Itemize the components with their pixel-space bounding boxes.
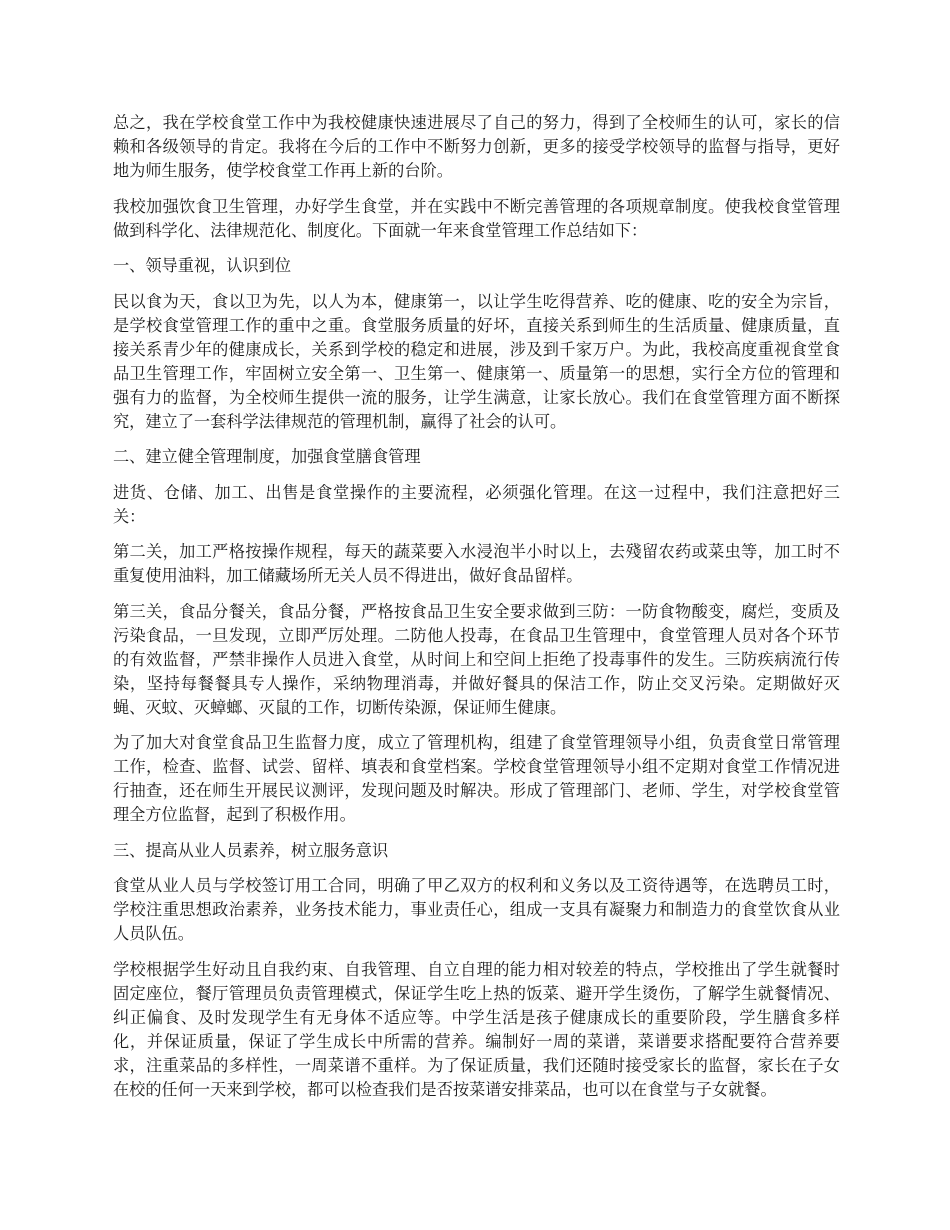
paragraph-staff: 食堂从业人员与学校签订用工合同，明确了甲乙双方的权利和义务以及工资待遇等，在选聘员工时，学校注重思想政治素养，业务技术能力，事业责任心，组成一支具有凝聚力和制造力的食堂饮食从业人员队伍。	[113, 876, 840, 943]
document-body	[113, 111, 840, 1113]
section-heading-2: 二、建立健全管理制度，加强食堂膳食管理	[113, 447, 421, 466]
paragraph-process: 进货、仓储、加工、出售是食堂操作的主要流程，必须强化管理。在这一过程中，我们注意把好三关：	[113, 482, 840, 526]
paragraph-conclusion: 总之，我在学校食堂工作中为我校健康快速进展尽了自己的努力，得到了全校师生的认可，家长的信赖和各级领导的肯定。我将在今后的工作中不断努力创新，更多的接受学校领导的监督与指导，更好地为师生服务，使学校食堂工作再上新的台阶。	[113, 113, 840, 180]
paragraph-intro: 我校加强饮食卫生管理，办好学生食堂，并在实践中不断完善管理的各项规章制度。使我校食堂管理做到科学化、法律规范化、制度化。下面就一年来食堂管理工作总结如下：	[113, 196, 840, 240]
paragraph-second-check: 第二关，加工严格按操作规程，每天的蔬菜要入水浸泡半小时以上，去殘留农药或菜虫等，加工时不重复使用油料，加工储藏场所无关人员不得进出，做好食品留样。	[113, 542, 840, 585]
paragraph-third-check: 第三关，食品分餐关，食品分餐，严格按食品卫生安全要求做到三防：一防食物酸变，腐烂，变质及污染食品，一旦发现，立即严厉处理。二防他人投毒，在食品卫生管理中，食堂管理人员对各个环节的有效监督，严禁非操作人员进入食堂，从时间上和空间上拒绝了投毒事件的发生。三防疾病流行传染，坚持每餐餐具专人操作，采纳物理消毒，并做好餐具的保洁工作，防止交叉污染。定期做好灭蝇、灭蚊、灭蟑螂、灭鼠的工作，切断传染源，保证师生健康。	[113, 601, 840, 717]
section-heading-3: 三、提高从业人员素养，树立服务意识	[113, 840, 389, 860]
paragraph-leadership: 民以食为天，食以卫为先，以人为本，健康第一，以让学生吃得营养、吃的健康、吃的安全为宗旨，是学校食堂管理工作的重中之重。食堂服务质量的好坏，直接关系到师生的生活质量、健康质量，直接关系青少年的健康成长，关系到学校的稳定和进展，涉及到千家万户。为此，我校高度重视食堂食品卫生管理工作，牢固树立安全第一、卫生第一、健康第一、质量第一的思想，实行全方位的管理和强有力的监督，为全校师生提供一流的服务，让学生满意，让家长放心。我们在食堂管理方面不断探究，建立了一套科学法律规范的管理机制，赢得了社会的认可。	[113, 291, 840, 431]
section-heading-1: 一、领导重视，认识到位	[113, 256, 292, 275]
paragraph-supervision: 为了加大对食堂食品卫生监督力度，成立了管理机构，组建了食堂管理领导小组，负责食堂日常管理工作，检查、监督、试尝、留样、填表和食堂档案。学校食堂管理领导小组不定期对食堂工作情况进行抽查，还在师生开展民议测评，发现问题及时解决。形成了管理部门、老师、学生，对学校食堂管理全方位监督，起到了积极作用。	[113, 733, 840, 824]
paragraph-students: 学校根据学生好动且自我约束、自我管理、自立自理的能力相对较差的特点，学校推出了学生就餐时固定座位，餐厅管理员负责管理模式，保证学生吃上热的饭菜、避开学生烫伤，了解学生就餐情况、纠正偏食、及时发现学生有无身体不适应等。中学生活是孩子健康成长的重要阶段，学生膳食多样化，并保证质量，保证了学生成长中所需的营养。编制好一周的菜谱，菜谱要求搭配要符合营养要求，注重菜品的多样性，一周菜谱不重样。为了保证质量，我们还随时接受家长的监督，家长在子女在校的任何一天来到学校，都可以检查我们是否按菜谱安排菜品，也可以在食堂与子女就餐。	[113, 959, 840, 1099]
